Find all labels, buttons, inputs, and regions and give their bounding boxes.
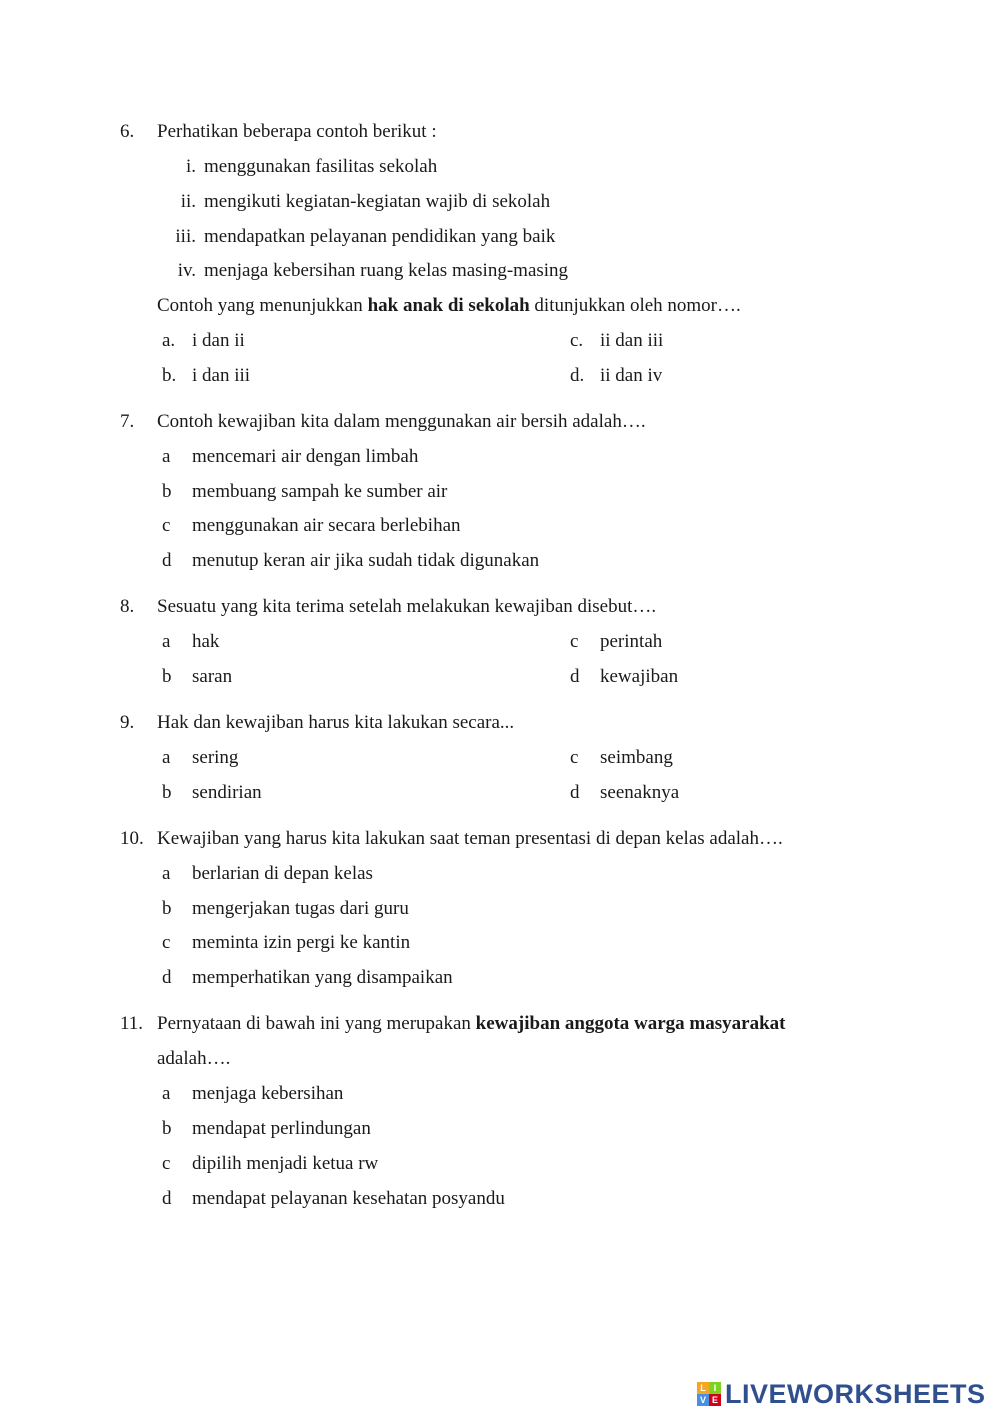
question-text: Perhatikan beberapa contoh berikut : xyxy=(157,121,437,142)
worksheet-page: 6. Perhatikan beberapa contoh berikut : i. menggunakan fasilitas sekolah ii. mengikuti kegiatan-kegiatan wajib di sekolah iii. mendapatkan pelayanan pendidikan yang baik iv. menjaga kebersihan ruang kelas masing-masing Contoh yang menunjukkan hak anak di sekolah ditunjukkan oleh nomor…. a. i dan ii c. ii dan iii b. i dan iii d. ii dan iv 7. Contoh kewajiban kita dalam menggunakan air bersih adalah…. a mencemari air dengan limbah b membuang sampah ke sumber air c menggunakan air secara berlebihan d menutup keran air jika sudah tidak digunakan 8. Sesuatu yang kita terima setelah melakukan kewajiban disebut…. a hak c perintah b saran d kewajiban 9. Hak dan kewajiban harus kita lakukan secara... a sering c seimbang b sendirian d seenaknya 10. Kewajiban yang harus kita lakukan saat teman presentasi di depan kelas adalah…. a berlarian di depan kelas b mengerjakan tugas dari guru c meminta izin pergi ke kantin d memperhatikan yang disampaikan 11. Pernyataan di bawah ini yang merupakan kewajiban anggota warga masyarakat adalah…. a menjaga kebersihan b mendapat perlindungan c dipilih menjadi ketua rw d mendapat pelayanan kesehatan posyandu L I V E LIVEWORKSHEETS xyxy=(120,121,986,1409)
question-number: 9. xyxy=(120,712,135,733)
option-c-mark[interactable]: c. xyxy=(570,330,584,351)
option-a[interactable]: sering xyxy=(192,747,239,768)
option-b-mark[interactable]: b xyxy=(162,1118,172,1139)
option-a-mark[interactable]: a xyxy=(162,863,171,884)
option-d[interactable]: mendapat pelayanan kesehatan posyandu xyxy=(192,1188,505,1209)
question-number: 6. xyxy=(120,121,135,142)
question-number: 7. xyxy=(120,411,135,432)
option-b-mark[interactable]: b. xyxy=(162,365,177,386)
option-d-mark[interactable]: d xyxy=(570,666,580,687)
option-a-mark[interactable]: a xyxy=(162,446,171,467)
question-text: Hak dan kewajiban harus kita lakukan secara... xyxy=(157,712,515,733)
question-text: Sesuatu yang kita terima setelah melakukan kewajiban disebut…. xyxy=(157,596,657,617)
option-d[interactable]: memperhatikan yang disampaikan xyxy=(192,967,453,988)
question-text: Kewajiban yang harus kita lakukan saat teman presentasi di depan kelas adalah…. xyxy=(157,828,783,849)
option-a-mark[interactable]: a xyxy=(162,631,171,652)
question-number: 11. xyxy=(120,1013,144,1034)
option-d-mark[interactable]: d xyxy=(162,967,172,988)
option-a[interactable]: i dan ii xyxy=(192,330,245,351)
option-b-mark[interactable]: b xyxy=(162,898,172,919)
option-d-mark[interactable]: d xyxy=(162,550,172,571)
option-d-mark[interactable]: d xyxy=(570,782,580,803)
option-a[interactable]: berlarian di depan kelas xyxy=(192,863,373,884)
option-c-mark[interactable]: c xyxy=(162,1153,171,1174)
option-b[interactable]: sendirian xyxy=(192,782,262,803)
option-d[interactable]: ii dan iv xyxy=(600,365,663,386)
option-a-mark[interactable]: a xyxy=(162,747,171,768)
liveworksheets-logo-icon: L I V E xyxy=(697,1382,721,1406)
option-c-mark[interactable]: c xyxy=(570,747,579,768)
option-b-mark[interactable]: b xyxy=(162,666,172,687)
option-c-mark[interactable]: c xyxy=(162,515,171,536)
option-c-mark[interactable]: c xyxy=(570,631,579,652)
question-text-continued: adalah…. xyxy=(157,1048,231,1069)
option-a[interactable]: hak xyxy=(192,631,220,652)
question-text: Contoh kewajiban kita dalam menggunakan air bersih adalah…. xyxy=(157,411,646,432)
option-a[interactable]: menjaga kebersihan xyxy=(192,1083,344,1104)
option-b[interactable]: saran xyxy=(192,666,233,687)
option-b-mark[interactable]: b xyxy=(162,481,172,502)
question-prompt: Contoh yang menunjukkan hak anak di sekolah ditunjukkan oleh nomor…. xyxy=(157,295,741,316)
option-c[interactable]: dipilih menjadi ketua rw xyxy=(192,1153,379,1174)
option-d-mark[interactable]: d. xyxy=(570,365,585,386)
option-a-mark[interactable]: a. xyxy=(162,330,176,351)
option-b-mark[interactable]: b xyxy=(162,782,172,803)
liveworksheets-logo[interactable] xyxy=(697,1378,986,1410)
option-c-mark[interactable]: c xyxy=(162,932,171,953)
option-d[interactable]: menutup keran air jika sudah tidak digunakan xyxy=(192,550,540,571)
question-text: Pernyataan di bawah ini yang merupakan kewajiban anggota warga masyarakat xyxy=(157,1013,786,1034)
logo-text: LIVEWORKSHEETS xyxy=(725,1378,986,1409)
option-b[interactable]: membuang sampah ke sumber air xyxy=(192,481,448,502)
option-c[interactable]: perintah xyxy=(600,631,663,652)
option-a[interactable]: mencemari air dengan limbah xyxy=(192,446,419,467)
option-c[interactable]: seimbang xyxy=(600,747,673,768)
option-d[interactable]: seenaknya xyxy=(600,782,680,803)
option-c[interactable]: ii dan iii xyxy=(600,330,664,351)
option-b[interactable]: mengerjakan tugas dari guru xyxy=(192,898,409,919)
question-number: 10. xyxy=(120,828,144,849)
option-b[interactable]: i dan iii xyxy=(192,365,251,386)
option-d-mark[interactable]: d xyxy=(162,1188,172,1209)
question-number: 8. xyxy=(120,596,135,617)
option-c[interactable]: meminta izin pergi ke kantin xyxy=(192,932,411,953)
option-b[interactable]: mendapat perlindungan xyxy=(192,1118,371,1139)
option-a-mark[interactable]: a xyxy=(162,1083,171,1104)
option-c[interactable]: menggunakan air secara berlebihan xyxy=(192,515,461,536)
option-d[interactable]: kewajiban xyxy=(600,666,679,687)
